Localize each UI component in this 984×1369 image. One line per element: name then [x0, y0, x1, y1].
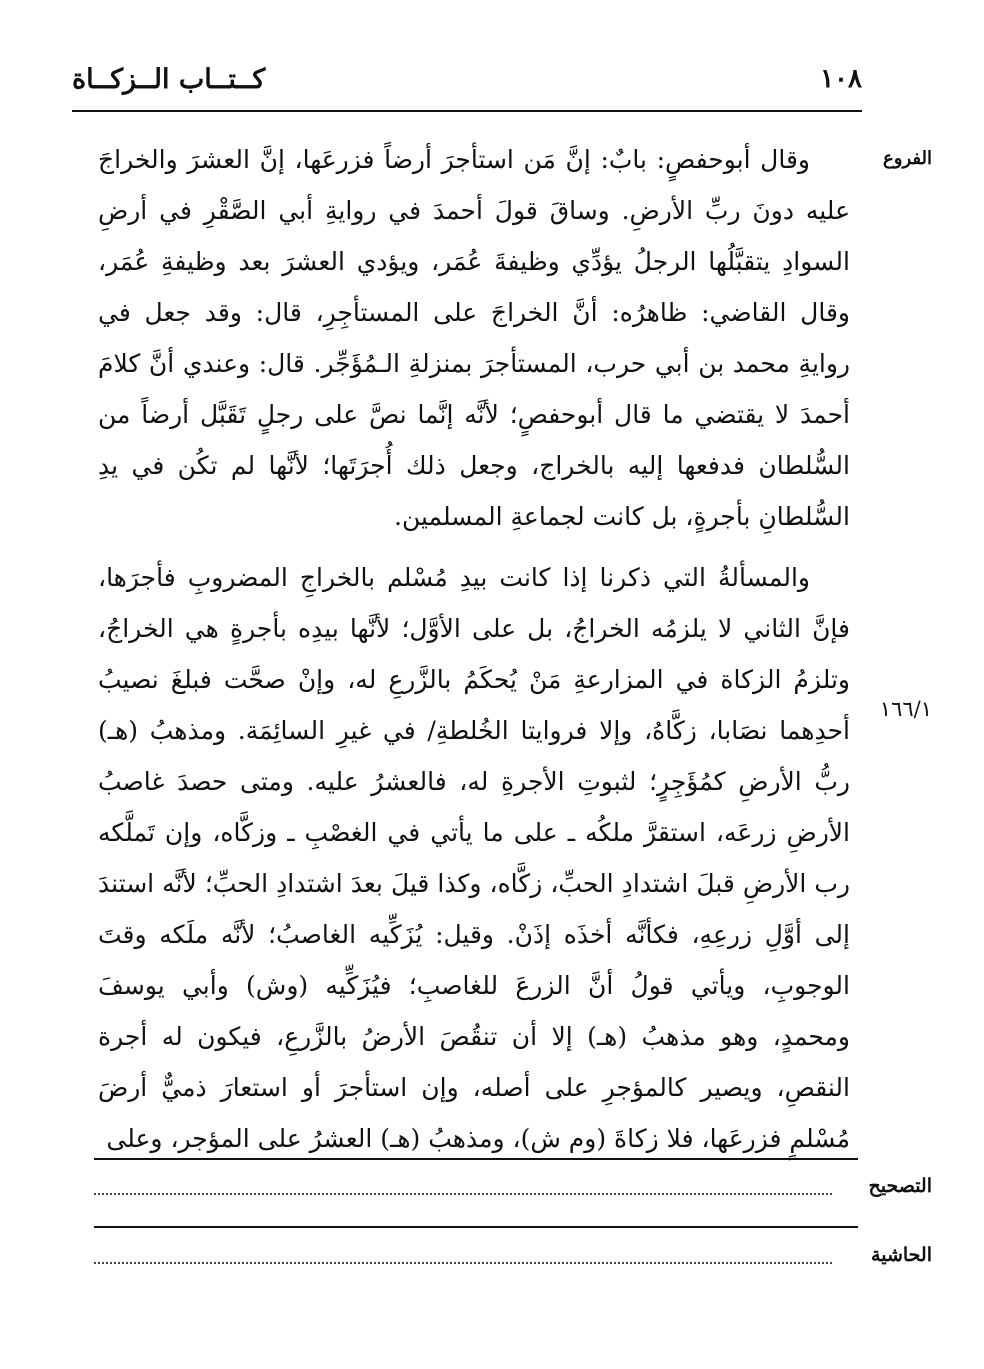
- header-divider: [72, 110, 862, 112]
- correction-dotted-line: [94, 1193, 832, 1195]
- margin-section-label: الفروع: [883, 148, 932, 169]
- paragraph-2: والمسألةُ التي ذكرنا إذا كانت بيدِ مُسْلم بالخراجِ المضروبِ فأجرَها، فإنَّ الثاني لا يلزمُه الخراجُ، بل على الأوَّل؛ لأنَّها بيدِه بأجرةٍ هي الخراجُ، وتلزمُ الزكاة في المزارعةِ مَنْ يُحكَمُ بالزَّرعِ له، وإنْ صحَّت فبلغَ نصيبُ أحدِهما نصَابا، زكَّاهُ، وإلا فروايتا الخُلطةِ/ في غيرِ السائِمَة. ومذهبُ (هـ) ربُّ الأرضِ كمُؤَجِرٍ؛ لثبوتِ الأجرةِ له، فالعشرُ عليه. ومتى حصدَ غاصبُ الأرضِ زرعَه، استقرَّ ملكُه ـ على ما يأتي في الغصْبِ ـ وزكَّاه، وإن تَملَّكه رب الأرضِ قبلَ اشتدادِ الحبِّ، زكَّاه، وكذا قيلَ بعدَ اشتدادِ الحبِّ؛ لأنَّه استندَ إلى أوَّلِ زرعِهِ، فكأنَّه أخذَه إذَنْ. وقيل: يُزَكِّيه الغاصبُ؛ لأنَّه ملَكه وقتَ الوجوبِ، ويأتي قولُ أنَّ الزرعَ للغاصبِ؛ فيُزَكِّيه (وش) وأبي يوسفَ ومحمدٍ، وهو مذهبُ (هـ) إلا أن تنقُصَ الأرضُ بالزَّرعِ، فيكون له أجرة النقصِ، ويصير كالمؤجرِ على أصله، وإن استأجرَ أو استعارَ ذميٌّ أرضَ مُسْلمٍ فزرعَها، فلا زكاةَ (وم ش)، ومذهبُ (هـ) العشرُ على المؤجر، وعلى: [98, 563, 851, 1153]
- paragraph-1: وقال أبوحفصٍ: بابٌ: إنَّ مَن استأجرَ أرضاً فزرعَها، إنَّ العشرَ والخراجَ عليه دونَ ربِّ الأرضِ. وساقَ قولَ أحمدَ في روايةِ أبي الصَّقْرِ في أرضِ السوادِ يتقبَّلُها الرجلُ يؤدِّي وظيفةَ عُمَر، ويؤدي العشرَ بعد وظيفةِ عُمَر، وقال القاضي: ظاهرُه: أنَّ الخراجَ على المستأجِرِ، قال: وقد جعل في روايةِ محمد بن أبي حرب، المستأجرَ بمنزلةِ الـمُؤَجِّر. قال: وعندي أنَّ كلامَ أحمدَ لا يقتضي ما قال أبوحفصٍ؛ لأنَّه إنَّما نصَّ على رجلٍ تَقَبَّل أرضاً من السُّلطان فدفعها إليه بالخراج، وجعل ذلك أُجرَتَها؛ لأنَّها لم تكُن في يدِ السُّلطانِ بأجرةٍ، بل كانت لجماعةِ المسلمين.: [98, 145, 850, 531]
- margin-volume-reference: ١٦٦/١: [879, 697, 932, 721]
- footer-divider-top: [94, 1158, 858, 1160]
- footnote-dotted-line: [94, 1262, 832, 1264]
- footnote-row: [94, 1244, 932, 1274]
- running-header: [72, 62, 862, 106]
- book-title: كــتــاب الــزكــاة: [72, 64, 266, 95]
- footnote-label: الحاشية: [871, 1244, 932, 1266]
- correction-label: التصحيح: [868, 1175, 932, 1197]
- footer-divider-bottom: [94, 1226, 858, 1228]
- main-text: [98, 134, 850, 1164]
- correction-row: [94, 1175, 932, 1205]
- page-number: ١٠٨: [820, 64, 862, 94]
